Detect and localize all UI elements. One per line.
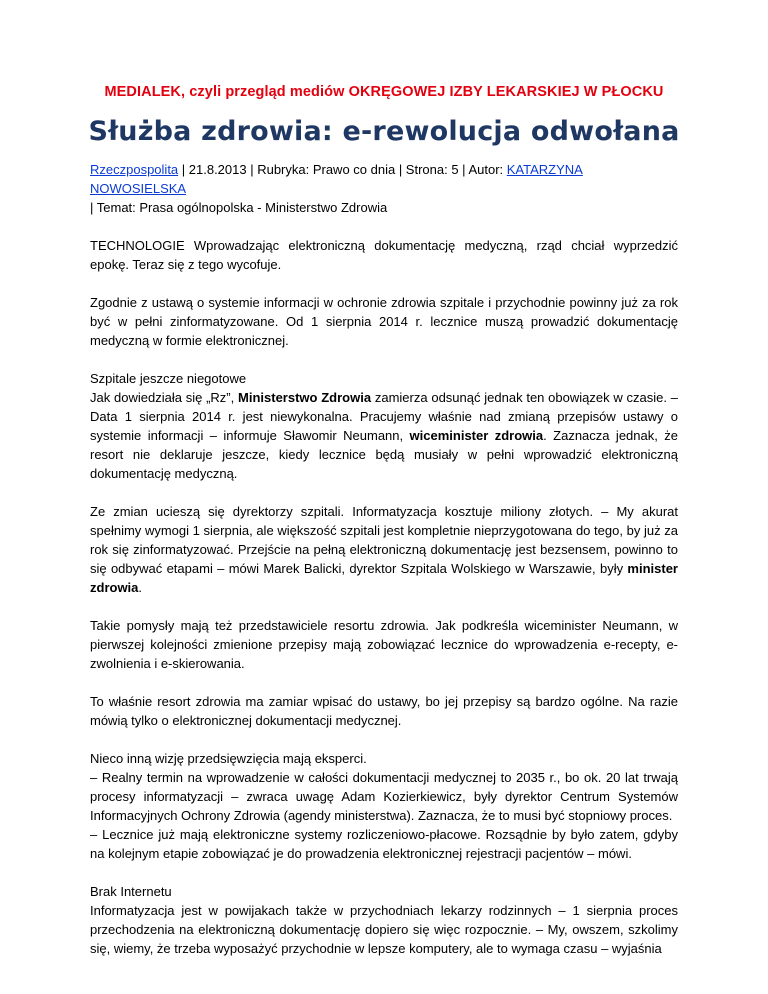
paragraph-4 bbox=[90, 502, 678, 597]
p7-text-b: – Lecznice już mają elektroniczne systemy rozliczeniowo-płacowe. Rozsądnie by było zatem, gdyby na kolejnym etapie zobowiązać je do prowadzenia elektronicznej rejestracji pacjentów – mówi. bbox=[90, 827, 678, 861]
p4-text-b: . bbox=[138, 580, 143, 595]
source-link[interactable]: Rzeczpospolita bbox=[90, 162, 179, 177]
paragraph-3 bbox=[90, 369, 678, 483]
paragraph-2: Zgodnie z ustawą o systemie informacji w ochronie zdrowia szpitale i przychodnie powinny już za rok być w pełni zinformatyzowane. Od 1 sierpnia 2014 r. lecznice muszą prowadzić dokumentację medyczną w formie elektronicznej. bbox=[90, 295, 678, 348]
paragraph-lead: TECHNOLOGIE Wprowadzając elektroniczną dokumentację medyczną, rząd chciał wyprzedzić epokę. Teraz się z tego wycofuje. bbox=[90, 238, 678, 272]
paragraph-6: To właśnie resort zdrowia ma zamiar wpisać do ustawy, bo jej przepisy są bardzo ogólne. Na razie mówią tylko o elektronicznej dokumentacji medycznej. bbox=[90, 694, 678, 728]
paragraph-7 bbox=[90, 749, 678, 863]
keyword-minister: minister zdrowia bbox=[90, 561, 678, 595]
p3-text-a: Jak dowiedziała się „Rz”, bbox=[90, 390, 239, 405]
p3-text-b: zamierza odsunąć jednak ten obowiązek w czasie. – Data 1 sierpnia 2014 r. jest niewykonalna. Pracujemy właśnie nad zmianą przepisów ustawy o systemie informacji – informuje Sławomir Neumann, bbox=[90, 390, 678, 443]
p7-text-a: – Realny termin na wprowadzenie w całości dokumentacji medycznej to 2035 r., bo ok. 20 lat trwają procesy informatyzacji – zwraca uwagę Adam Kozierkiewicz, były dyrektor Centrum Systemów Informacyjnych Ochrony Zdrowia (agendy ministerstwa). Zaznacza, że to musi być stopniowy proces. bbox=[90, 770, 678, 823]
author-link[interactable]: KATARZYNA NOWOSIELSKA bbox=[90, 162, 583, 196]
keyword-vice-minister: wiceminister zdrowia bbox=[409, 428, 544, 443]
meta-topic: | Temat: Prasa ogólnopolska - Ministerstwo Zdrowia bbox=[90, 200, 388, 215]
meta-details: 21.8.2013 | Rubryka: Prawo co dnia | Strona: 5 | Autor: bbox=[188, 162, 507, 177]
section-heading-experts: Nieco inną wizję przedsięwzięcia mają eksperci. bbox=[90, 751, 367, 766]
article-content bbox=[90, 160, 678, 977]
p8-text: Informatyzacja jest w powijakach także w przychodniach lekarzy rodzinnych – 1 sierpnia proces przechodzenia na elektroniczną dokumentację dopiero się więc rozpocznie. – My, owszem, szkolimy się, wiemy, że trzeba wyposażyć przychodnie w lepsze komputery, ale to wymaga czasu – wyjaśnia bbox=[90, 903, 678, 956]
medialek-banner: MEDIALEK, czyli przegląd mediów OKRĘGOWEJ IZBY LEKARSKIEJ W PŁOCKU bbox=[104, 84, 664, 100]
meta-separator: | bbox=[178, 162, 189, 177]
article-title: Służba zdrowia: e-rewolucja odwołana bbox=[88, 116, 680, 147]
keyword-ministry: Ministerstwo Zdrowia bbox=[238, 390, 372, 405]
section-heading-internet: Brak Internetu bbox=[90, 884, 172, 899]
article-meta bbox=[90, 160, 678, 217]
paragraph-8 bbox=[90, 882, 678, 958]
p4-text-a: Ze zmian ucieszą się dyrektorzy szpitali. Informatyzacja kosztuje miliony złotych. – My akurat spełnimy wymogi 1 sierpnia, ale większość szpitali jest kompletnie nieprzygotowana do tego, by już za rok się zinformatyzować. Przejście na pełną elektroniczną dokumentację jest bezsensem, powinno to się odbywać etapami – mówi Marek Balicki, dyrektor Szpitala Wolskiego w Warszawie, były bbox=[90, 504, 678, 576]
p3-text-c: . Zaznacza jednak, że resort nie deklaruje jeszcze, kiedy lecznice będą musiały w pełni wprowadzić elektroniczną dokumentację medyczną. bbox=[90, 428, 678, 481]
section-heading-hospitals: Szpitale jeszcze niegotowe bbox=[90, 371, 247, 386]
paragraph-5: Takie pomysły mają też przedstawiciele resortu zdrowia. Jak podkreśla wiceminister Neumann, w pierwszej kolejności zmienione przepisy mają zobowiązać lecznice do wprowadzenia e-recepty, e-zwolnienia i e-skierowania. bbox=[90, 618, 678, 671]
